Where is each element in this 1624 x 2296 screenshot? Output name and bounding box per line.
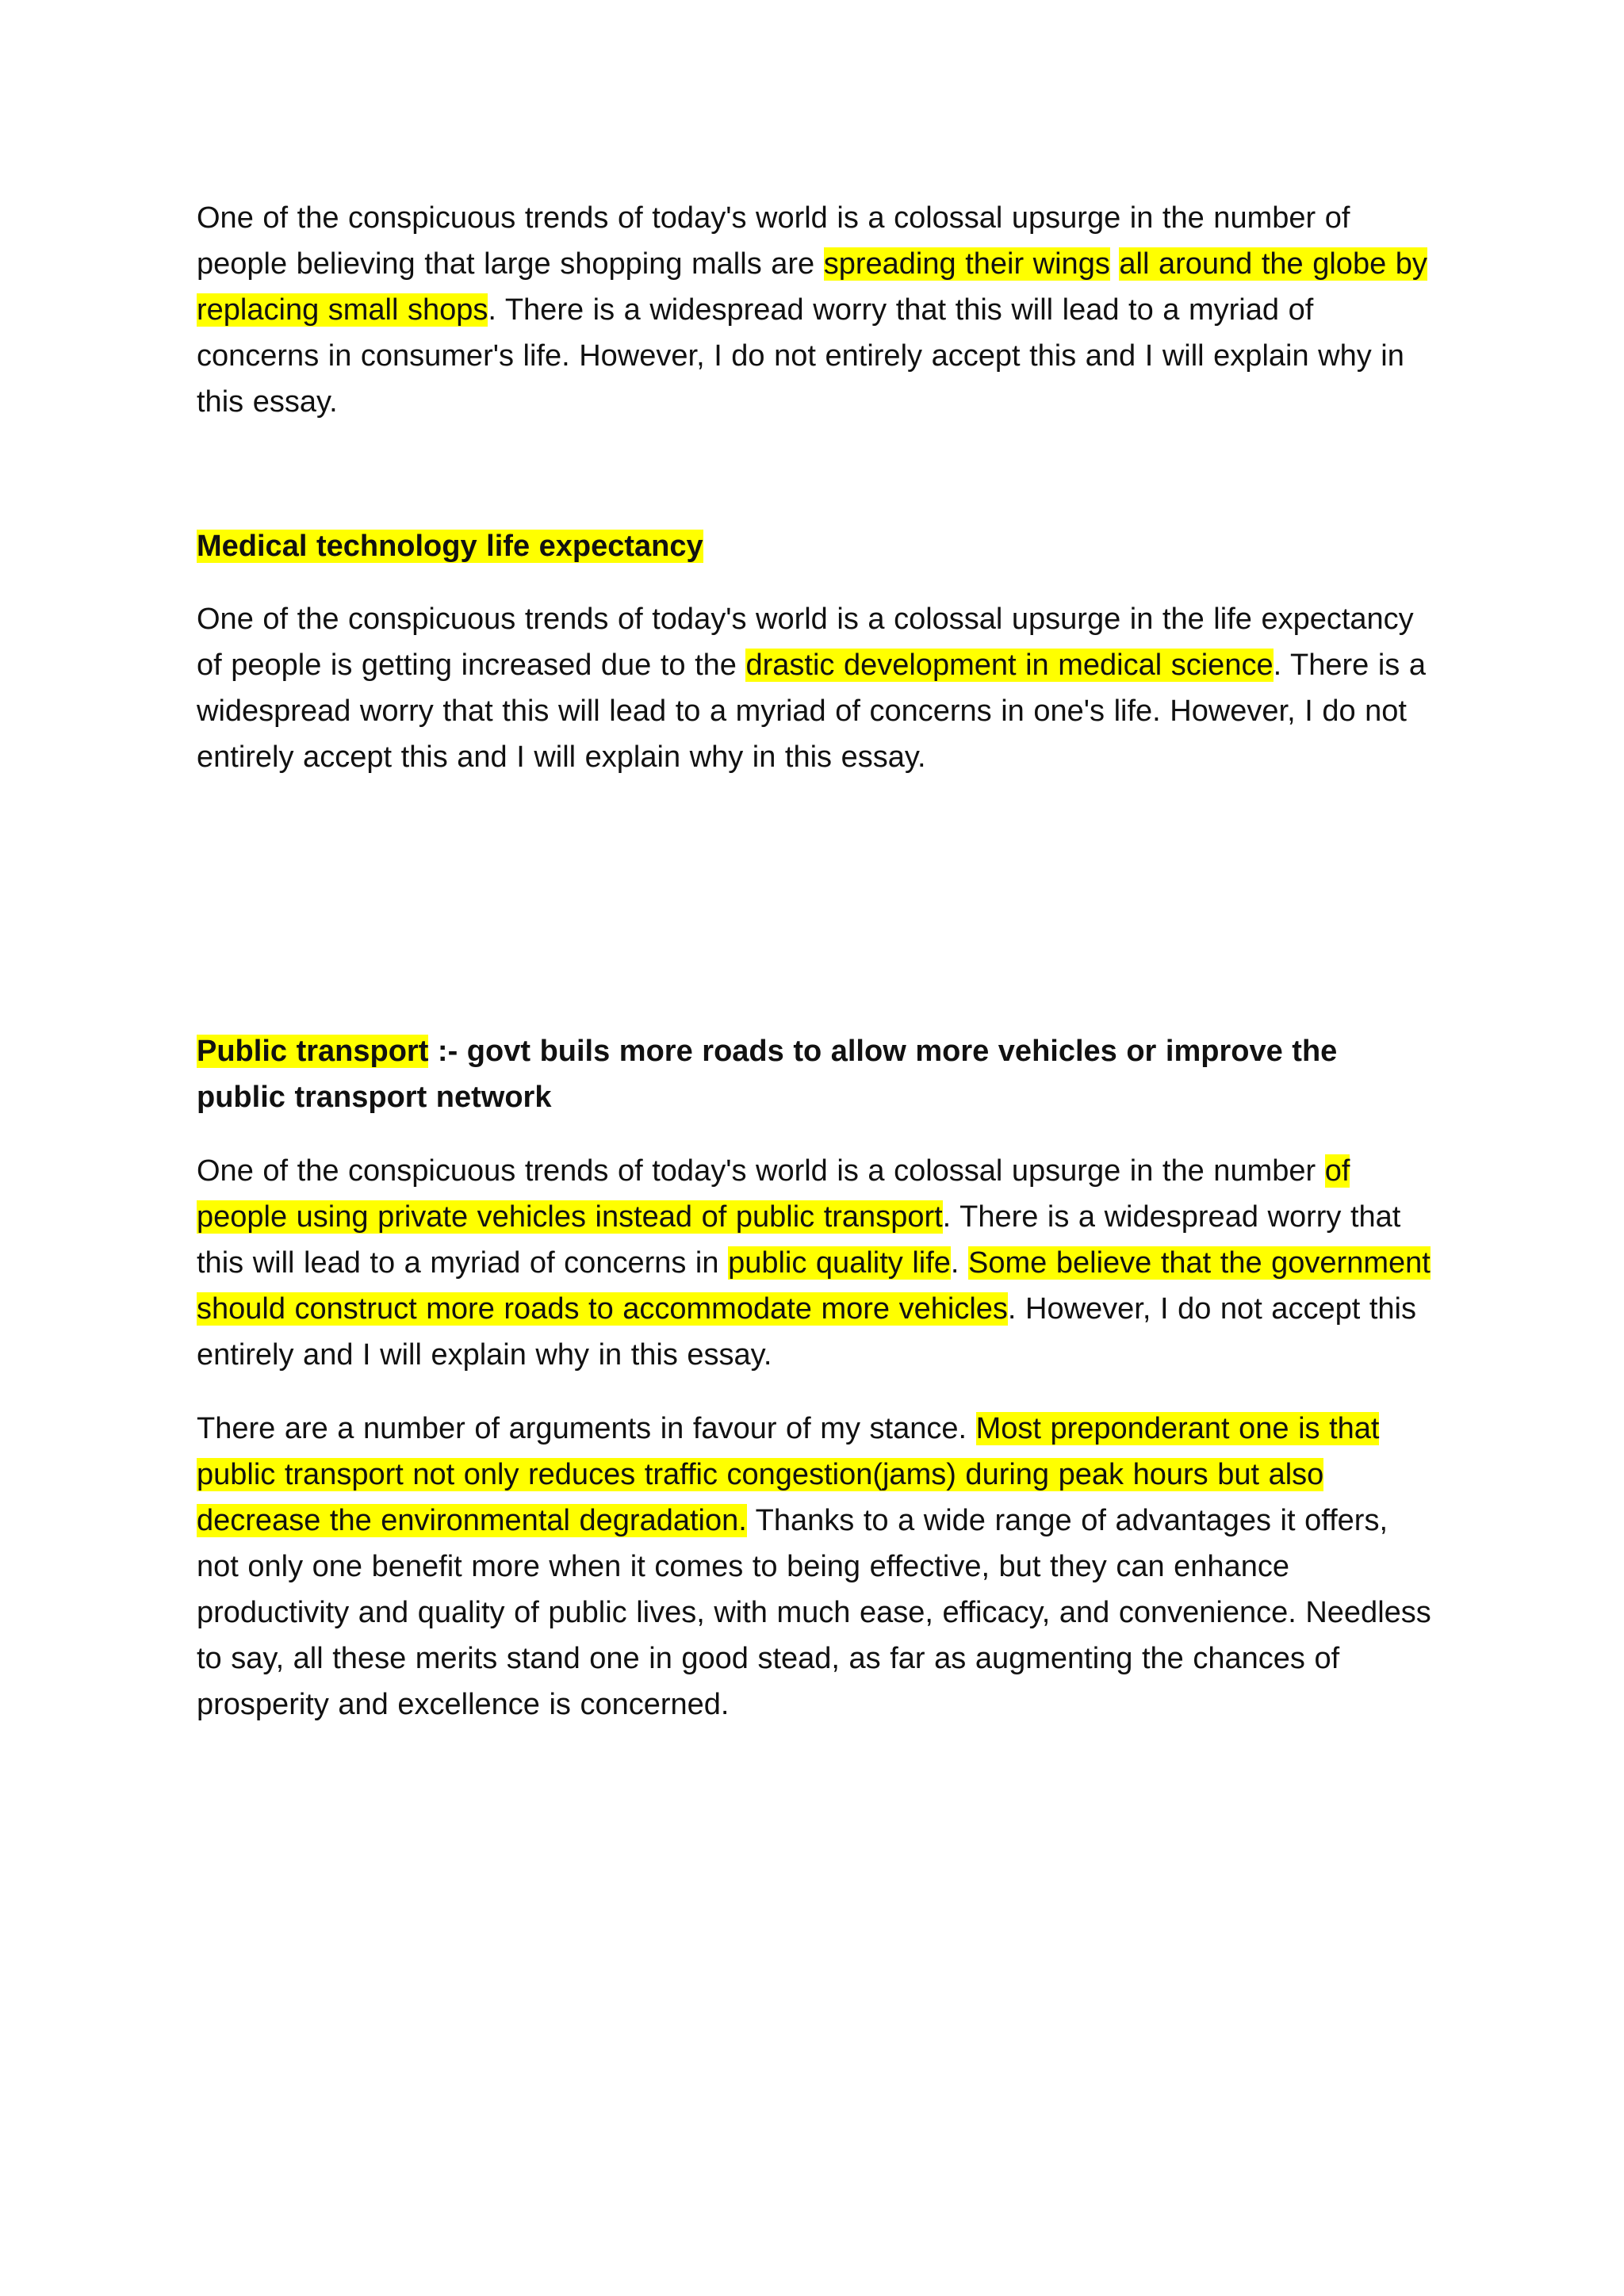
- heading-public-transport: [197, 1028, 1434, 1120]
- paragraph-shopping-malls: [197, 195, 1434, 425]
- heading-text: :- govt buils more roads to allow more vehicles or improve the public transport network: [197, 1035, 1338, 1114]
- text-segment: . There is a widespread worry that this will lead to a myriad of concerns in one's life. However, I do not entirely accept this and I will explain why in this essay.: [197, 649, 1426, 774]
- highlighted-text: Most preponderant one is that public transport not only reduces traffic congestion(jams) during peak hours but also decrease the environmental degradation.: [197, 1412, 1380, 1537]
- highlighted-text: all around the globe by replacing small shops: [197, 247, 1427, 327]
- highlighted-text: public quality life: [728, 1246, 951, 1280]
- text-segment: Thanks to a wide range of advantages it offers, not only one benefit more when it comes to being effective, but they can enhance productivity and quality of public lives, with much ease, efficacy, and convenience. Needless to say, all these merits stand one in good stead, as far as augmenting the chances of prosperity and excellence is concerned.: [197, 1504, 1431, 1721]
- highlighted-heading: Medical technology life expectancy: [197, 530, 703, 563]
- highlighted-heading: Public transport: [197, 1035, 429, 1068]
- text-segment: There are a number of arguments in favour of my stance.: [197, 1412, 976, 1445]
- text-segment: . There is a widespread worry that this will lead to a myriad of concerns in: [197, 1200, 1401, 1280]
- highlighted-text: Some believe that the government should construct more roads to accommodate more vehicles: [197, 1246, 1431, 1326]
- text-segment: . There is a widespread worry that this will lead to a myriad of concerns in consumer's life. However, I do not entirely accept this and I will explain why in this essay.: [197, 293, 1404, 419]
- text-segment: One of the conspicuous trends of today's world is a colossal upsurge in the number of people believing that large shopping malls are: [197, 201, 1350, 281]
- paragraph-arguments: [197, 1406, 1434, 1728]
- highlighted-text: spreading their wings: [823, 247, 1110, 281]
- highlighted-text: of people using private vehicles instead of public transport: [197, 1154, 1350, 1234]
- paragraph-life-expectancy: [197, 596, 1434, 780]
- heading-medical-technology: [197, 523, 1434, 569]
- text-segment: [1110, 247, 1120, 281]
- paragraph-private-vehicles: [197, 1148, 1434, 1378]
- text-segment: . However, I do not accept this entirely and I will explain why in this essay.: [197, 1292, 1416, 1372]
- text-segment: One of the conspicuous trends of today's world is a colossal upsurge in the number: [197, 1154, 1325, 1188]
- highlighted-text: drastic development in medical science: [745, 649, 1274, 682]
- text-segment: .: [950, 1246, 969, 1280]
- text-segment: One of the conspicuous trends of today's world is a colossal upsurge in the life expectancy of people is getting increased due to the: [197, 603, 1414, 682]
